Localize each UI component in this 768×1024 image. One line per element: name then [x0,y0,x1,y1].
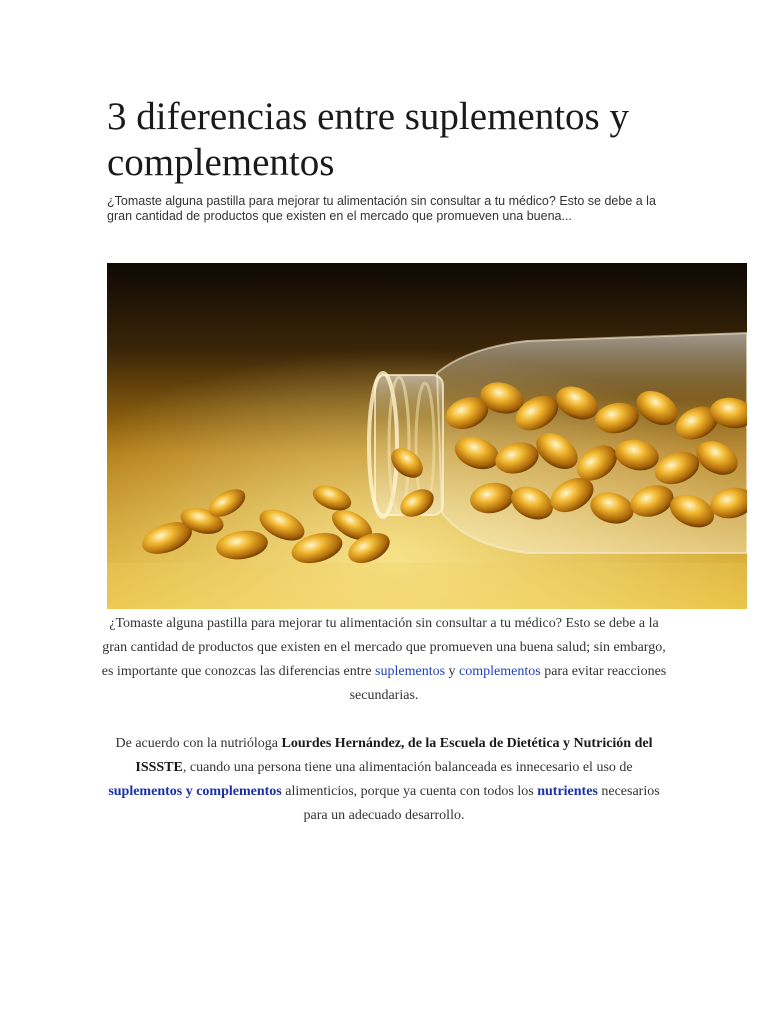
link-complementos[interactable]: complementos [459,664,541,679]
article-body [100,612,668,852]
article-title: 3 diferencias entre suplementos y complementos [107,95,629,184]
link-nutrientes[interactable]: nutrientes [537,784,598,799]
capsules-bottle-illustration [107,263,747,609]
link-suplementos-complementos[interactable]: suplementos y complementos [108,784,282,799]
link-suplementos[interactable]: suplementos [375,664,446,679]
hero-image [107,263,747,609]
paragraph-intro: ¿Tomaste alguna pastilla para mejorar tu alimentación sin consultar a tu médico? Esto se debe a la gran cantidad de productos que existen en el mercado que promueven una buena salud; sin embargo, es importante que conozcas las diferencias entre suplementos y complementos para evitar reacciones secundarias. [101,616,667,703]
source-name: Lourdes Hernández, de la Escuela de Dietética y Nutrición del ISSSTE [135,736,653,775]
paragraph-nutriologa: De acuerdo con la nutrióloga Lourdes Hernández, de la Escuela de Dietética y Nutrición del ISSSTE, cuando una persona tiene una alimentación balanceada es innecesario el uso de suplementos y complementos alimenticios, porque ya cuenta con todos los nutrientes necesarios para un adecuado desarrollo. [108,736,660,823]
article-summary: ¿Tomaste alguna pastilla para mejorar tu alimentación sin consultar a tu médico? Esto se debe a la gran cantidad de productos que existen en el mercado que promueven una buena... [107,194,656,223]
